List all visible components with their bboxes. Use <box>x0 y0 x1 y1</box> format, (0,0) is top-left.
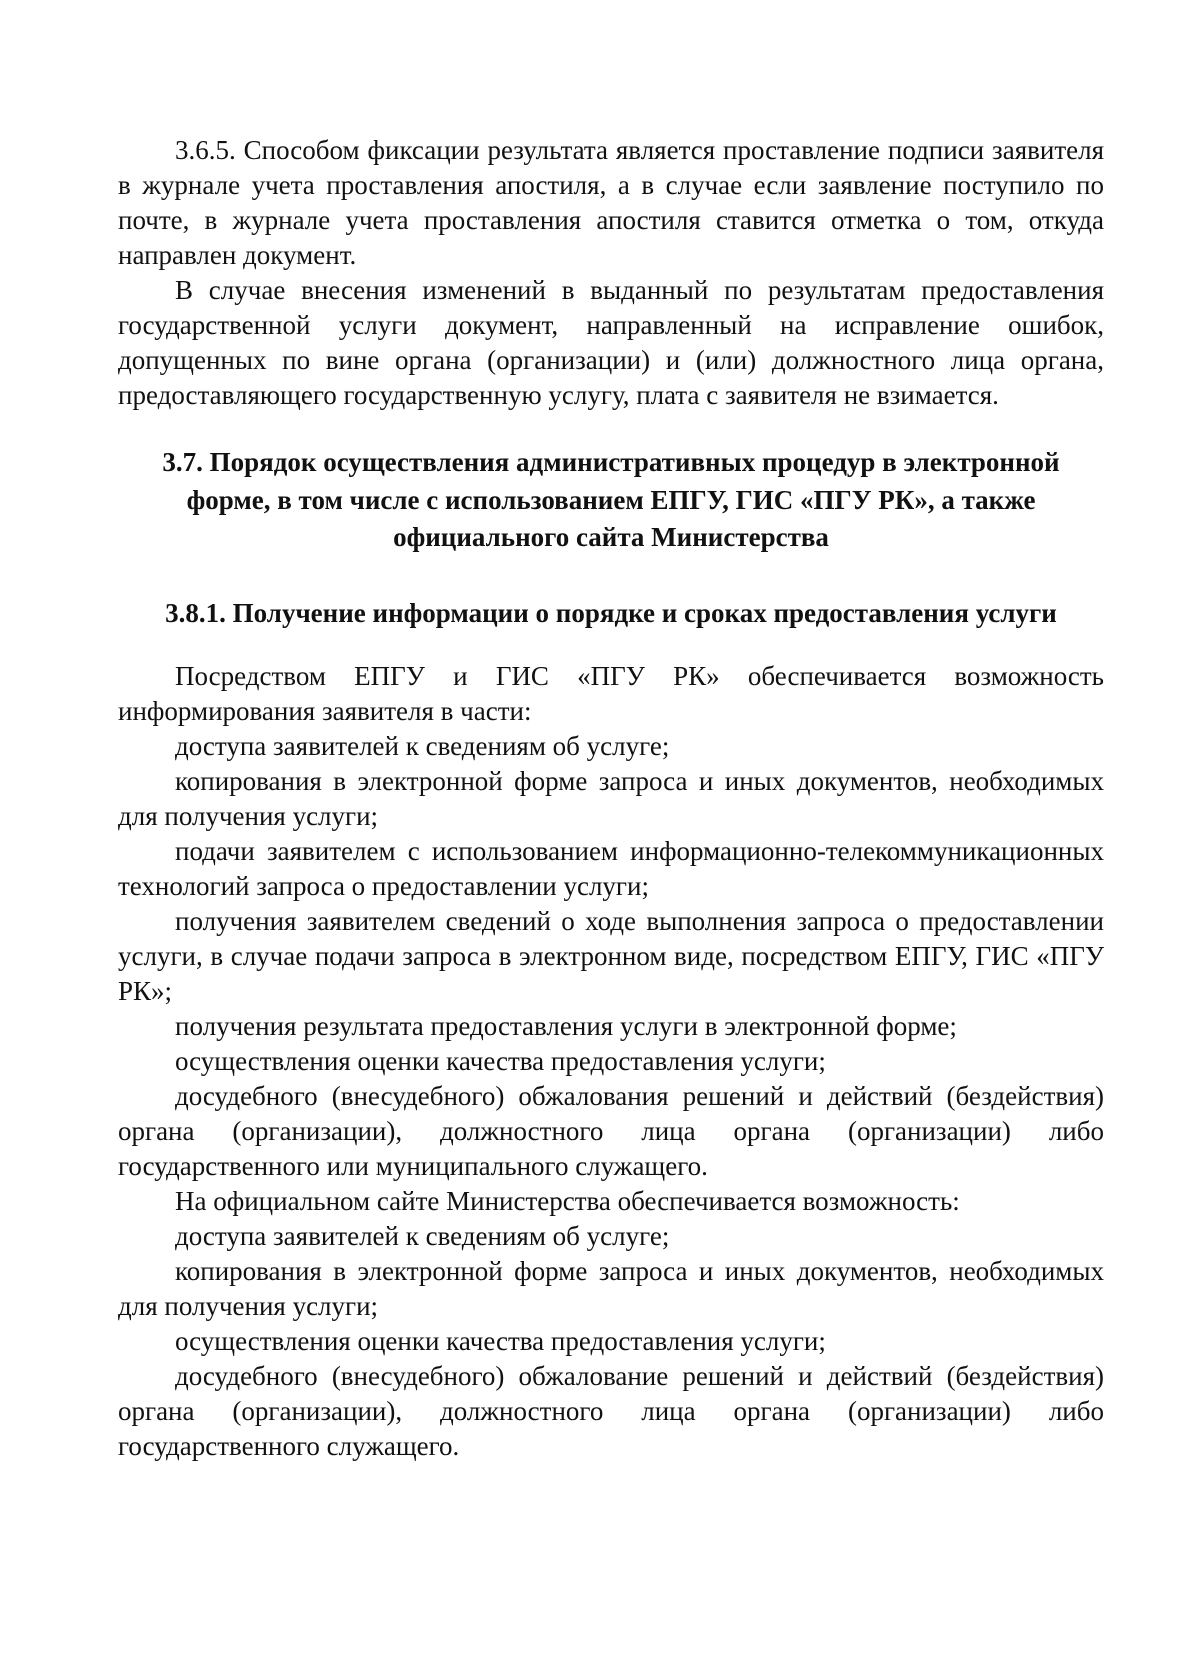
list-item: копирования в электронной форме запроса и иных документов, необходимых для получения услуги; <box>118 766 1104 831</box>
paragraph-epgu-intro: Посредством ЕПГУ и ГИС «ПГУ РК» обеспечивается возможность информирования заявителя в части: <box>118 661 1104 726</box>
list-item: осуществления оценки качества предоставления услуги; <box>175 1326 826 1356</box>
subsection-heading-3-8-1: 3.8.1. Получение информации о порядке и сроках предоставления услуги <box>165 597 1057 628</box>
list-item: досудебного (внесудебного) обжалование решений и действий (бездействия) органа (организации), должностного лица органа (организации) либо государственного служащего. <box>118 1361 1104 1461</box>
list-item: подачи заявителем с использованием информационно-телекоммуникационных технологий запроса о предоставлении услуги; <box>118 836 1104 901</box>
list-item: доступа заявителей к сведениям об услуге; <box>175 731 670 761</box>
document-page <box>118 133 1104 1464</box>
paragraph-ministry-site-intro: На официальном сайте Министерства обеспечивается возможность: <box>175 1186 960 1216</box>
list-item: получения результата предоставления услуги в электронной форме; <box>175 1011 957 1041</box>
section-heading-3-7: 3.7. Порядок осуществления административных процедур в электронной форме, в том числе с использованием ЕПГУ, ГИС «ПГУ РК», а также официального сайта Министерства <box>162 447 1060 552</box>
list-item: получения заявителем сведений о ходе выполнения запроса о предоставлении услуги, в случае подачи запроса в электронном виде, посредством ЕПГУ, ГИС «ПГУ РК»; <box>118 906 1104 1006</box>
list-item: доступа заявителей к сведениям об услуге; <box>175 1221 670 1251</box>
list-item: досудебного (внесудебного) обжалования решений и действий (бездействия) органа (организации), должностного лица органа (организации) либо государственного или муниципального служащего. <box>118 1081 1104 1181</box>
list-item: осуществления оценки качества предоставления услуги; <box>175 1046 826 1076</box>
list-item: копирования в электронной форме запроса и иных документов, необходимых для получения услуги; <box>118 1256 1104 1321</box>
paragraph-changes-fee: В случае внесения изменений в выданный по результатам предоставления государственной услуги документ, направленный на исправление ошибок, допущенных по вине органа (организации) и (или) должностного лица органа, предоставляющего государственную услугу, плата с заявителя не взимается. <box>118 275 1104 410</box>
paragraph-3-6-5: 3.6.5. Способом фиксации результата является проставление подписи заявителя в журнале учета проставления апостиля, а в случае если заявление поступило по почте, в журнале учета проставления апостиля ставится отметка о том, откуда направлен документ. <box>118 135 1104 270</box>
